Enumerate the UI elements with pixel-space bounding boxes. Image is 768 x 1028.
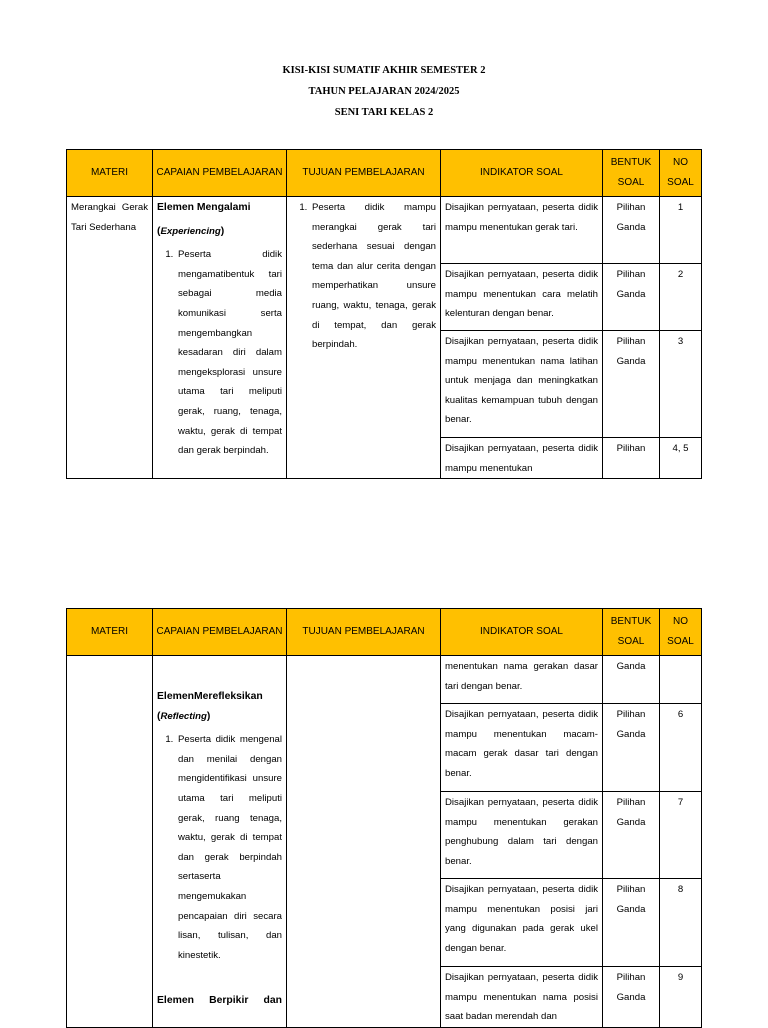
capaian-item: 1. Peserta didik mengamatibentuk tari sebagai media komunikasi serta mengembangkan kesadaran diri dalam mengeksplorasi unsure utama tari meliputi gerak, ruang, tenaga, waktu, gerak di tempat dan gerak berpindah. — [176, 245, 282, 461]
tujuan-cell — [287, 656, 441, 1028]
capaian-list — [157, 245, 282, 461]
capaian-next-heading: Elemen Berpikir dan — [157, 995, 282, 1007]
no-cell: 2 — [660, 264, 702, 331]
header-no-line2: SOAL — [667, 636, 694, 647]
doc-title-line2: TAHUN PELAJARAN 2024/2025 — [308, 86, 460, 97]
table-header-row — [67, 609, 702, 656]
no-cell: 9 — [660, 967, 702, 1028]
indikator-cell: Disajikan pernyataan, peserta didik mampu menentukan — [441, 438, 603, 479]
header-indikator: INDIKATOR SOAL — [441, 609, 603, 656]
capaian-item: 1. Peserta didik mengenal dan menilai dengan mengidentifikasi unsure utama tari meliputi gerak, ruang tenaga, waktu, gerak di tempat dan gerak berpindah sertaserta mengemukakan pencapaian diri secara lisan, tulisan, dan kinestetik. — [176, 730, 282, 965]
capaian-sub: Experiencing — [160, 225, 221, 237]
capaian-sub-line — [157, 707, 282, 727]
kisi-table-2 — [66, 608, 702, 1028]
bentuk-cell: Ganda — [603, 656, 660, 704]
materi-cell: Merangkai Gerak Tari Sederhana — [67, 197, 153, 479]
bentuk-cell: Pilihan Ganda — [603, 792, 660, 879]
header-tujuan: TUJUAN PEMBELAJARAN — [287, 150, 441, 197]
indikator-cell: Disajikan pernyataan, peserta didik mampu menentukan macam-macam gerak dasar tari dengan benar. — [441, 704, 603, 792]
table-row — [67, 656, 702, 704]
tujuan-item: 1. Peserta didik mampu merangkai gerak tari sederhana sesuai dengan tema dan alur cerita dengan memperhatikan unsure ruang, waktu, tenaga, gerak di tempat, dan gerak berpindah. — [310, 198, 436, 355]
header-capaian: CAPAIAN PEMBELAJARAN — [153, 150, 287, 197]
capaian-sub: Reflecting — [160, 710, 207, 722]
indikator-cell: Disajikan pernyataan, peserta didik mampu menentukan gerakan penghubung dalam tari dengan benar. — [441, 792, 603, 879]
header-no-line1: NO — [673, 616, 688, 627]
kisi-table-1 — [66, 149, 702, 479]
header-capaian: CAPAIAN PEMBELAJARAN — [153, 609, 287, 656]
capaian-spacer — [157, 965, 282, 991]
bentuk-cell: Pilihan Ganda — [603, 197, 660, 264]
doc-title-line3: SENI TARI KELAS 2 — [334, 107, 434, 118]
table-row — [67, 197, 702, 264]
capaian-heading: ElemenMerefleksikan — [157, 691, 263, 702]
bentuk-cell: Pilihan Ganda — [603, 264, 660, 331]
capaian-paren-close: ) — [220, 225, 225, 237]
no-cell: 1 — [660, 197, 702, 264]
bentuk-cell: Pilihan Ganda — [603, 879, 660, 967]
header-no-line1: NO — [673, 157, 688, 168]
header-bentuk-line1: BENTUK — [610, 157, 652, 168]
no-cell: 6 — [660, 704, 702, 792]
no-cell: 4, 5 — [660, 438, 702, 479]
capaian-paren-open: ( — [157, 225, 161, 237]
header-materi: MATERI — [67, 150, 153, 197]
capaian-sub-line — [157, 222, 282, 242]
header-tujuan: TUJUAN PEMBELAJARAN — [287, 609, 441, 656]
no-cell: 3 — [660, 331, 702, 438]
header-indikator: INDIKATOR SOAL — [441, 150, 603, 197]
indikator-cell: Disajikan pernyataan, peserta didik mampu menentukan posisi jari yang digunakan pada gerak ukel dengan benar. — [441, 879, 603, 967]
capaian-cell — [153, 656, 287, 1028]
capaian-paren-open: ( — [157, 710, 161, 722]
no-cell: 7 — [660, 792, 702, 879]
capaian-list — [157, 730, 282, 965]
indikator-cell: Disajikan pernyataan, peserta didik mampu menentukan gerak tari. — [441, 197, 603, 264]
header-no — [660, 609, 702, 656]
indikator-cell: Disajikan pernyataan, peserta didik mampu menentukan nama posisi saat badan merendah dan — [441, 967, 603, 1028]
header-bentuk-line2: SOAL — [617, 636, 645, 647]
bentuk-cell: Pilihan Ganda — [603, 704, 660, 792]
header-no-line2: SOAL — [667, 177, 694, 188]
indikator-cell: Disajikan pernyataan, peserta didik mampu menentukan cara melatih kelenturan dengan benar. — [441, 264, 603, 331]
capaian-paren-close: ) — [206, 710, 211, 722]
capaian-spacer — [157, 657, 282, 687]
header-materi: MATERI — [67, 609, 153, 656]
no-cell: 8 — [660, 879, 702, 967]
header-bentuk — [603, 609, 660, 656]
header-bentuk — [603, 150, 660, 197]
materi-cell — [67, 656, 153, 1028]
table-header-row — [67, 150, 702, 197]
bentuk-cell: Pilihan Ganda — [603, 967, 660, 1028]
bentuk-cell: Pilihan — [603, 438, 660, 479]
indikator-cell: menentukan nama gerakan dasar tari dengan benar. — [441, 656, 603, 704]
indikator-cell: Disajikan pernyataan, peserta didik mampu menentukan nama latihan untuk menjaga dan meningkatkan kualitas kemampuan tubuh dengan benar. — [441, 331, 603, 438]
header-bentuk-line2: SOAL — [617, 177, 645, 188]
capaian-cell — [153, 197, 287, 479]
tujuan-list — [291, 198, 436, 355]
tujuan-cell — [287, 197, 441, 479]
no-cell — [660, 656, 702, 704]
header-no — [660, 150, 702, 197]
doc-title-line1: KISI-KISI SUMATIF AKHIR SEMESTER 2 — [282, 65, 486, 76]
capaian-heading: Elemen Mengalami — [157, 202, 251, 213]
bentuk-cell: Pilihan Ganda — [603, 331, 660, 438]
header-bentuk-line1: BENTUK — [610, 616, 652, 627]
